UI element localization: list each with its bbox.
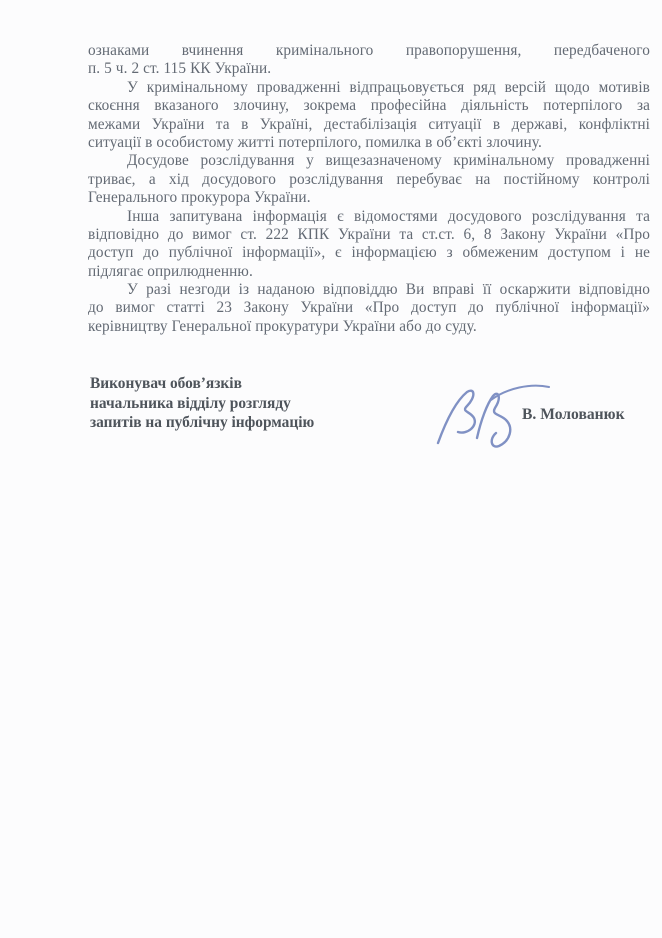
signer-title-block bbox=[90, 374, 390, 433]
paragraph bbox=[88, 281, 650, 336]
text-line: межами України та в Україні, дестабілізація ситуації в державі, конфліктні bbox=[88, 115, 650, 133]
text-line: керівництву Генеральної прокуратури України або до суду. bbox=[88, 317, 477, 335]
text-line: ситуації в особистому житті потерпілого, помилка в об’єкті злочину. bbox=[88, 133, 542, 151]
text-line: У разі незгоди із наданою відповіддю Ви вправі її оскаржити відповідно bbox=[127, 281, 650, 299]
signer-title-line: Виконувач обов’язків bbox=[90, 375, 242, 392]
paragraph bbox=[88, 79, 650, 153]
text-line: Генерального прокурора України. bbox=[88, 189, 311, 207]
signer-title-line: запитів на публічну інформацію bbox=[90, 414, 315, 432]
paragraph bbox=[88, 208, 650, 282]
paragraph bbox=[88, 42, 650, 79]
text-line: доступ до публічної інформації», є інформацією з обмеженим доступом і не bbox=[88, 244, 650, 262]
signer-title-line: начальника відділу розгляду bbox=[90, 394, 291, 412]
text-line: триває, а хід досудового розслідування перебуває на постійному контролі bbox=[88, 170, 650, 188]
text-line: ознаками вчинення кримінального правопорушення, передбаченого bbox=[88, 42, 650, 59]
paragraph bbox=[88, 152, 650, 207]
document-body bbox=[88, 42, 650, 336]
text-line: відповідно до вимог ст. 222 КПК України та ст.ст. 6, 8 Закону України «Про bbox=[88, 225, 650, 243]
signer-name: В. Молованюк bbox=[522, 406, 625, 423]
text-line: п. 5 ч. 2 ст. 115 КК України. bbox=[88, 60, 272, 78]
text-line: скоєння вказаного злочину, зокрема професійна діяльність потерпілого за bbox=[88, 97, 650, 115]
text-line: У кримінальному провадженні відпрацьовується ряд версій щодо мотивів bbox=[127, 78, 650, 96]
text-line: Інша запитувана інформація є відомостями досудового розслідування та bbox=[127, 207, 650, 225]
text-line: до вимог статті 23 Закону України «Про доступ до публічної інформації» bbox=[88, 299, 650, 317]
text-line: Досудове розслідування у вищезазначеному кримінальному провадженні bbox=[127, 152, 650, 170]
text-line: підлягає оприлюдненню. bbox=[88, 262, 253, 280]
